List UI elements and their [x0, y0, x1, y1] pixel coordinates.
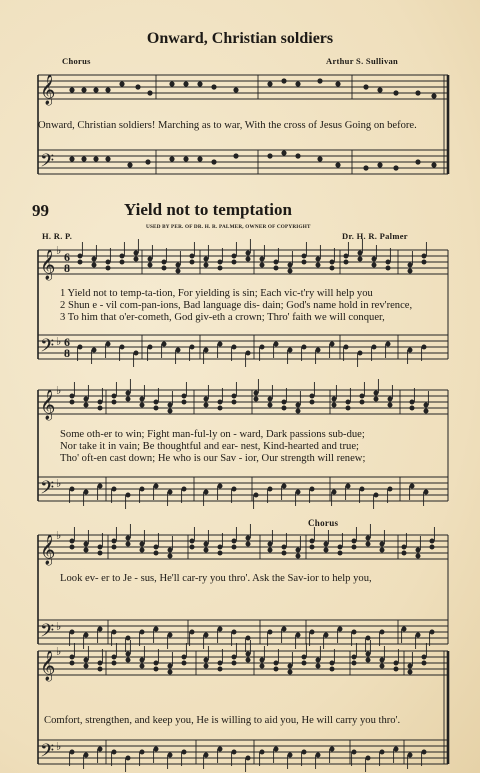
verse-2-line-2: Nor take it in vain; Be thoughtful and ear- nest, Kind-hearted and true; — [60, 441, 359, 452]
treble-clef-icon: 𝄞 — [40, 390, 56, 420]
time-signature: 8 — [64, 346, 70, 360]
time-signature: 8 — [64, 261, 70, 275]
composer-sullivan: Arthur S. Sullivan — [326, 56, 399, 66]
flat-icon: ♭ — [56, 645, 62, 658]
bass-clef-icon: 𝄢 — [40, 336, 55, 361]
bass-clef-icon: 𝄢 — [40, 621, 55, 646]
flat-icon: ♭ — [56, 244, 62, 257]
flat-icon: ♭ — [56, 335, 62, 348]
flat-icon: ♭ — [56, 529, 62, 542]
chorus-label-99: Chorus — [308, 518, 339, 528]
bass-clef-icon: 𝄢 — [40, 741, 55, 766]
verse-1-line-1: 1 Yield not to temp-ta-tion, For yielding is sin; Each vic-t'ry will help you — [60, 288, 373, 299]
chorus-label: Chorus — [62, 56, 91, 66]
chorus-lyric-1: Look ev- er to Je - sus, He'll car-ry you thro'. Ask the Sav-ior to help you, — [60, 573, 372, 584]
bass-clef-icon: 𝄢 — [40, 151, 55, 176]
treble-clef-icon: 𝄞 — [40, 651, 56, 681]
author-credit: H. R. P. — [42, 231, 73, 241]
flat-icon: ♭ — [56, 620, 62, 633]
hymn-number: 99 — [32, 201, 49, 220]
verse-2-line-1: 2 Shun e - vil com-pan-ions, Bad language dis- dain; God's name hold in rev'rence, — [60, 300, 413, 311]
chorus-lyric-2: Comfort, strengthen, and keep you, He is willing to aid you, He will carry you thro'. — [44, 715, 401, 726]
time-signature: 6 — [64, 335, 70, 349]
treble-clef-icon: 𝄞 — [40, 75, 56, 105]
bass-clef-icon: 𝄢 — [40, 478, 55, 503]
verse-3-line-1: 3 To him that o'er-cometh, God giv-eth a crown; Thro' faith we will conquer, — [60, 312, 385, 323]
treble-clef-icon: 𝄞 — [40, 250, 56, 280]
flat-icon: ♭ — [56, 384, 62, 397]
hymn-title-yield: Yield not to temptation — [124, 200, 292, 219]
hymn-1-lyric: Onward, Christian soldiers! Marching as to war, With the cross of Jesus Going on before. — [38, 120, 417, 131]
flat-icon: ♭ — [56, 740, 62, 753]
verse-1-line-2: Some oth-er to win; Fight man-ful-ly on - ward, Dark passions sub-due; — [60, 429, 365, 440]
treble-clef-icon: 𝄞 — [40, 535, 56, 565]
verse-3-line-2: Tho' oft-en cast down; He who is our Sav - ior, Our strength will renew; — [60, 453, 366, 464]
flat-icon: ♭ — [56, 477, 62, 490]
time-signature: 6 — [64, 250, 70, 264]
hymn-title-onward: Onward, Christian soldiers — [146, 30, 334, 47]
composer-palmer: Dr. H. R. Palmer — [342, 231, 408, 241]
copyright-notice: USED BY PER. OF DR. H. R. PALMER, OWNER OF COPYRIGHT — [146, 224, 311, 230]
